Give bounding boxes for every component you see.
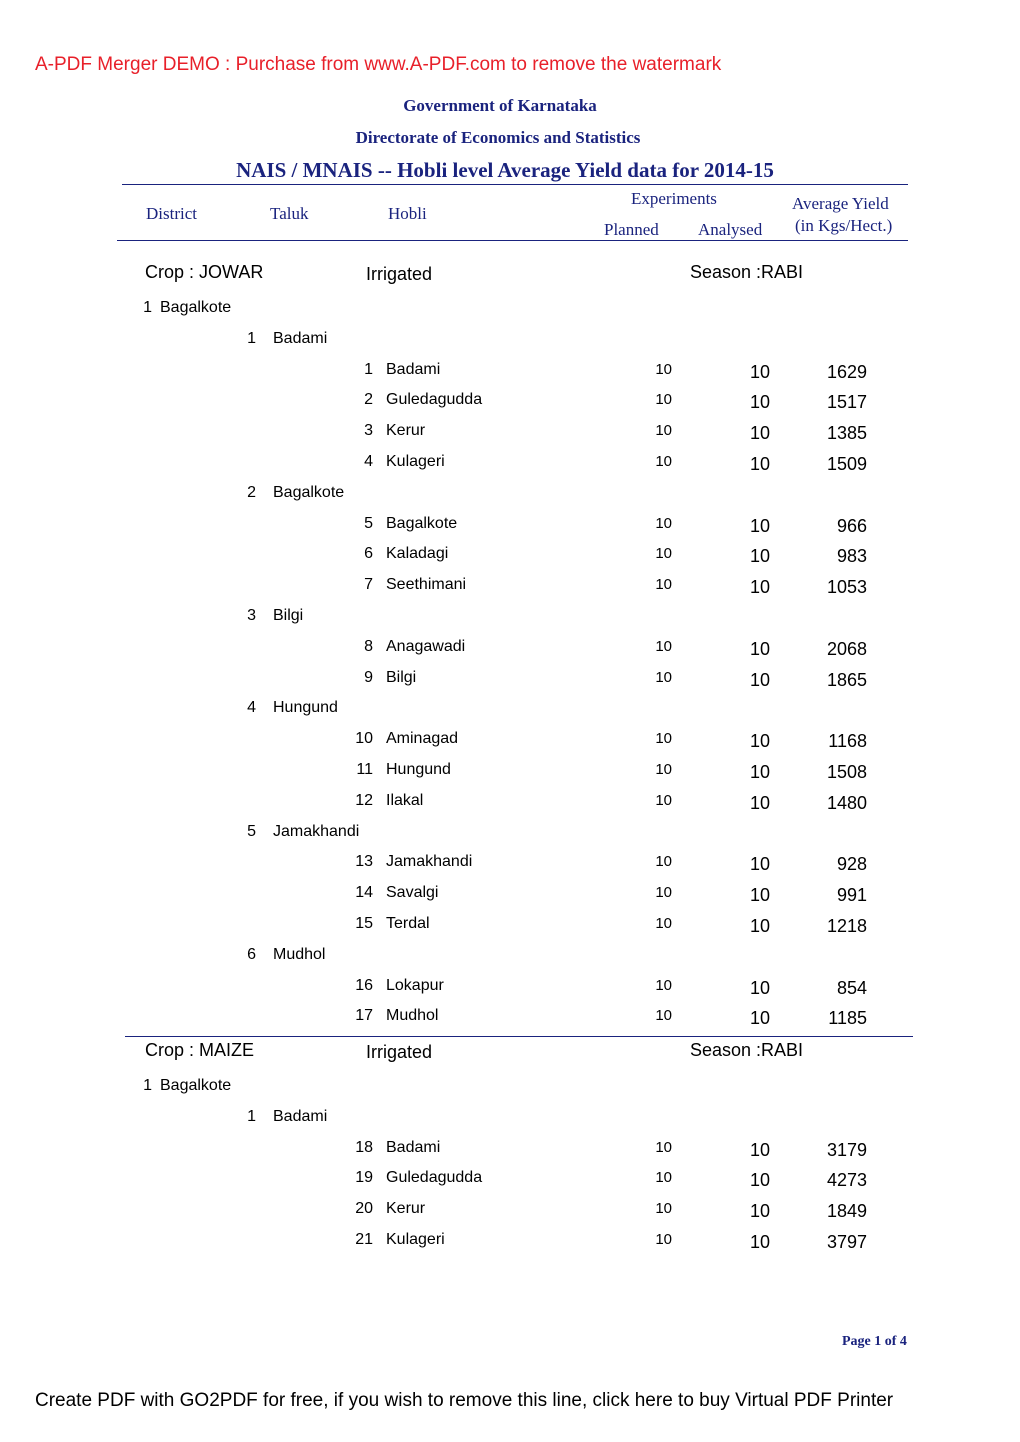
hobli-number: 1 — [364, 360, 373, 378]
planned-count: 10 — [655, 514, 672, 532]
planned-count: 10 — [655, 1138, 672, 1156]
analysed-count: 10 — [749, 515, 770, 536]
analysed-count: 10 — [749, 361, 770, 382]
col-yield-unit: (in Kgs/Hect.) — [795, 216, 893, 235]
taluk-row — [0, 484, 1020, 510]
average-yield: 983 — [836, 546, 867, 567]
table-row — [0, 1169, 1020, 1195]
planned-count: 10 — [655, 976, 672, 994]
analysed-count: 10 — [749, 423, 770, 444]
table-row — [0, 1231, 1020, 1257]
taluk-name: Bagalkote — [273, 483, 345, 501]
analysed-count: 10 — [749, 1139, 770, 1160]
taluk-name: Mudhol — [273, 945, 326, 963]
average-yield: 966 — [836, 515, 867, 536]
taluk-number: 1 — [247, 1107, 256, 1125]
hobli-name: Kerur — [386, 1200, 426, 1218]
planned-count: 10 — [655, 576, 672, 594]
hobli-name: Bagalkote — [386, 514, 458, 532]
taluk-row — [0, 607, 1020, 633]
average-yield: 1385 — [826, 423, 867, 444]
watermark-banner: A-PDF Merger DEMO : Purchase from www.A-PDF.com to remove the watermark — [35, 54, 722, 75]
table-row — [0, 638, 1020, 664]
crop-label: Crop : JOWAR — [145, 262, 264, 282]
district-name: Bagalkote — [160, 299, 232, 316]
hobli-number: 5 — [364, 514, 373, 532]
planned-count: 10 — [655, 1200, 672, 1218]
hobli-number: 16 — [355, 976, 373, 994]
average-yield: 928 — [836, 854, 867, 875]
hobli-name: Lokapur — [386, 976, 444, 994]
hobli-name: Terdal — [386, 915, 430, 932]
average-yield: 1480 — [826, 792, 867, 813]
taluk-row — [0, 1108, 1020, 1134]
district-row — [0, 299, 1020, 325]
hobli-name: Savalgi — [386, 884, 439, 902]
district-number: 1 — [143, 299, 152, 316]
analysed-count: 10 — [749, 1008, 770, 1029]
hobli-number: 12 — [355, 791, 373, 809]
hobli-name: Jamakhandi — [386, 853, 473, 871]
hobli-number: 7 — [364, 576, 373, 594]
irrigation-label: Irrigated — [366, 1042, 433, 1062]
analysed-count: 10 — [749, 1170, 770, 1191]
season-label: Season :RABI — [690, 1040, 804, 1060]
average-yield: 1849 — [826, 1201, 867, 1222]
hobli-number: 6 — [364, 545, 373, 563]
hobli-number: 8 — [364, 637, 373, 655]
average-yield: 1053 — [826, 577, 867, 598]
planned-count: 10 — [655, 761, 672, 778]
analysed-count: 10 — [749, 792, 770, 813]
department-heading: Directorate of Economics and Statistics — [355, 128, 641, 147]
district-number: 1 — [143, 1077, 152, 1094]
planned-count: 10 — [655, 545, 672, 563]
government-heading: Government of Karnataka — [403, 96, 597, 115]
col-experiments: Experiments — [631, 189, 717, 208]
planned-count: 10 — [655, 637, 672, 655]
hobli-number: 19 — [355, 1169, 373, 1187]
analysed-count: 10 — [749, 669, 770, 690]
average-yield: 3797 — [826, 1232, 867, 1252]
table-row — [0, 391, 1020, 417]
hobli-name: Anagawadi — [386, 637, 466, 655]
table-row — [0, 669, 1020, 695]
taluk-name: Badami — [273, 1107, 328, 1125]
planned-count: 10 — [655, 1007, 672, 1025]
taluk-row — [0, 699, 1020, 725]
taluk-name: Bilgi — [273, 607, 304, 624]
table-row — [0, 853, 1020, 879]
hobli-number: 21 — [355, 1231, 373, 1248]
hobli-number: 2 — [364, 391, 373, 409]
analysed-count: 10 — [749, 454, 770, 474]
hobli-name: Kulageri — [386, 453, 445, 470]
hobli-name: Guledagudda — [386, 1169, 483, 1187]
table-row — [0, 730, 1020, 756]
hobli-name: Seethimani — [386, 576, 467, 594]
table-row — [0, 453, 1020, 479]
col-average-yield: Average Yield — [792, 194, 889, 213]
hobli-name: Badami — [386, 360, 441, 378]
district-row — [0, 1077, 1020, 1103]
hobli-number: 15 — [355, 915, 373, 932]
hobli-number: 20 — [355, 1200, 373, 1218]
hobli-number: 10 — [355, 730, 373, 748]
taluk-name: Hungund — [273, 699, 338, 717]
irrigation-label: Irrigated — [366, 264, 433, 284]
analysed-count: 10 — [749, 1232, 770, 1252]
taluk-name: Badami — [273, 329, 328, 347]
taluk-row — [0, 330, 1020, 356]
hobli-name: Hungund — [386, 761, 451, 778]
table-row — [0, 792, 1020, 818]
analysed-count: 10 — [749, 577, 770, 598]
report-title: NAIS / MNAIS -- Hobli level Average Yield data for 2014-15 — [236, 158, 774, 182]
average-yield: 1185 — [828, 1008, 867, 1029]
analysed-count: 10 — [749, 546, 770, 567]
analysed-count: 10 — [749, 392, 770, 413]
table-row — [0, 361, 1020, 387]
planned-count: 10 — [655, 360, 672, 378]
hobli-number: 17 — [355, 1007, 373, 1025]
average-yield: 1508 — [826, 762, 867, 782]
taluk-number: 4 — [247, 699, 256, 717]
analysed-count: 10 — [749, 638, 770, 659]
average-yield: 1517 — [826, 392, 867, 413]
hobli-name: Mudhol — [386, 1007, 439, 1025]
table-row — [0, 977, 1020, 1003]
average-yield: 854 — [836, 977, 867, 998]
analysed-count: 10 — [749, 977, 770, 998]
planned-count: 10 — [655, 1231, 672, 1248]
analysed-count: 10 — [749, 885, 770, 906]
planned-count: 10 — [655, 915, 672, 932]
table-row — [0, 515, 1020, 541]
hobli-number: 18 — [355, 1138, 373, 1156]
planned-count: 10 — [655, 730, 672, 748]
analysed-count: 10 — [749, 731, 770, 752]
hobli-number: 11 — [356, 761, 373, 778]
table-row — [0, 1200, 1020, 1226]
crop-header-row — [0, 1040, 1020, 1066]
hobli-name: Ilakal — [386, 791, 424, 809]
average-yield: 1629 — [826, 361, 867, 382]
table-row — [0, 915, 1020, 941]
planned-count: 10 — [655, 791, 672, 809]
header-bottom-rule — [117, 240, 908, 241]
average-yield: 1168 — [828, 731, 867, 752]
hobli-name: Badami — [386, 1138, 441, 1156]
planned-count: 10 — [655, 391, 672, 409]
hobli-name: Bilgi — [386, 668, 417, 686]
planned-count: 10 — [655, 422, 672, 440]
hobli-number: 4 — [364, 453, 373, 470]
col-planned: Planned — [604, 220, 659, 239]
crop-header-row — [0, 262, 1020, 288]
taluk-row — [0, 946, 1020, 972]
taluk-number: 3 — [247, 607, 256, 624]
taluk-row — [0, 823, 1020, 849]
analysed-count: 10 — [749, 916, 770, 936]
planned-count: 10 — [655, 453, 672, 470]
taluk-number: 5 — [247, 822, 256, 840]
taluk-number: 2 — [247, 483, 256, 501]
taluk-number: 6 — [247, 945, 256, 963]
table-row — [0, 422, 1020, 448]
col-hobli: Hobli — [388, 204, 427, 223]
table-row — [0, 1007, 1020, 1033]
average-yield: 1218 — [826, 916, 867, 936]
col-taluk: Taluk — [270, 204, 309, 223]
average-yield: 4273 — [826, 1170, 867, 1191]
average-yield: 3179 — [826, 1139, 867, 1160]
page-number: Page 1 of 4 — [842, 1334, 907, 1349]
crop-label: Crop : MAIZE — [145, 1040, 255, 1060]
analysed-count: 10 — [749, 1201, 770, 1222]
col-district: District — [146, 204, 197, 223]
table-row — [0, 1139, 1020, 1165]
analysed-count: 10 — [749, 762, 770, 782]
table-row — [0, 545, 1020, 571]
planned-count: 10 — [655, 853, 672, 871]
col-analysed: Analysed — [698, 220, 763, 239]
taluk-name: Jamakhandi — [273, 822, 360, 840]
planned-count: 10 — [655, 668, 672, 686]
average-yield: 1509 — [826, 454, 867, 474]
planned-count: 10 — [655, 1169, 672, 1187]
table-row — [0, 576, 1020, 602]
table-row — [0, 884, 1020, 910]
hobli-name: Kaladagi — [386, 545, 449, 563]
hobli-number: 14 — [355, 884, 373, 902]
hobli-name: Guledagudda — [386, 391, 483, 409]
hobli-number: 9 — [364, 668, 373, 686]
taluk-number: 1 — [247, 329, 256, 347]
hobli-name: Kulageri — [386, 1231, 445, 1248]
go2pdf-banner-link[interactable]: Create PDF with GO2PDF for free, if you wish to remove this line, click here to buy Virtual PDF Printer — [35, 1390, 894, 1411]
table-row — [0, 761, 1020, 787]
hobli-name: Kerur — [386, 422, 426, 440]
hobli-number: 3 — [364, 422, 373, 440]
hobli-name: Aminagad — [386, 730, 459, 748]
planned-count: 10 — [655, 884, 672, 902]
header-top-rule — [122, 184, 908, 185]
season-label: Season :RABI — [690, 262, 804, 282]
average-yield: 2068 — [826, 638, 867, 659]
average-yield: 1865 — [826, 669, 867, 690]
hobli-number: 13 — [355, 853, 373, 871]
district-name: Bagalkote — [160, 1077, 232, 1094]
average-yield: 991 — [836, 885, 867, 906]
section-divider-rule — [125, 1036, 913, 1037]
analysed-count: 10 — [749, 854, 770, 875]
